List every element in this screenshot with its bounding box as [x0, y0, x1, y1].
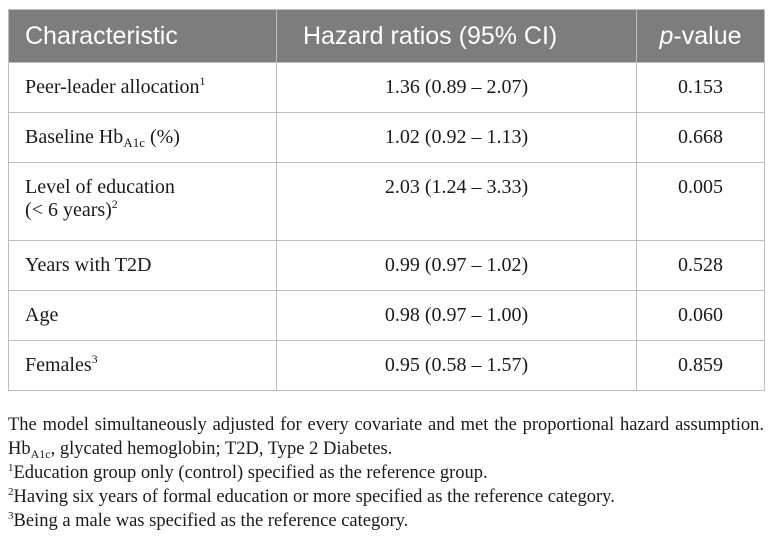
- row-hazard-ratio: 1.36 (0.89 – 2.07): [277, 63, 637, 113]
- table-footnotes: [8, 413, 764, 533]
- row-p-value: 0.005: [637, 163, 765, 241]
- row-p-value: 0.153: [637, 63, 765, 113]
- row-p-value: 0.668: [637, 113, 765, 163]
- row-characteristic: [9, 113, 277, 163]
- subscript: A1c: [30, 447, 51, 461]
- footnote-mark: 1: [8, 462, 14, 474]
- row-hazard-ratio: 0.99 (0.97 – 1.02): [277, 241, 637, 291]
- row-characteristic: [9, 63, 277, 113]
- row-label: Level of education: [25, 176, 175, 198]
- table-row: [9, 341, 765, 391]
- row-p-value: 0.859: [637, 341, 765, 391]
- table-row: [9, 163, 765, 241]
- table-row: [9, 63, 765, 113]
- footnote-1: $^1$Education group only (control) specified as the reference group.: [8, 462, 488, 483]
- row-hazard-ratio: 1.02 (0.92 – 1.13): [277, 113, 637, 163]
- footnote-3: $^3$Being a male was specified as the reference category.: [8, 510, 409, 531]
- footnote-mark: 1: [199, 74, 206, 88]
- table-note: The model simultaneously adjusted for every covariate and met the proportional hazard assumption. $Hb_{A1c}$, glycated hemoglobin; T2D, Type 2 Diabetes.: [8, 415, 764, 461]
- row-label: Females: [25, 354, 92, 376]
- row-characteristic: Age: [9, 291, 277, 341]
- row-characteristic: [9, 163, 277, 241]
- footnote-mark: 2: [8, 486, 14, 498]
- row-label: Peer-leader allocation: [25, 76, 200, 98]
- header-p-suffix: -value: [673, 21, 742, 50]
- row-characteristic: Years with T2D: [9, 241, 277, 291]
- footnote-mark: 2: [111, 197, 118, 211]
- footnote-mark: 3: [91, 352, 98, 366]
- table-row: [9, 241, 765, 291]
- footnote-mark: 3: [8, 510, 14, 522]
- header-p-italic: p: [659, 21, 674, 50]
- row-label: Baseline Hb: [25, 126, 124, 148]
- header-hazard-ratios: Hazard ratios (95% CI): [277, 10, 637, 63]
- hazard-ratio-table: [8, 9, 765, 391]
- header-p-value: [637, 10, 765, 63]
- row-hazard-ratio: 0.95 (0.58 – 1.57): [277, 341, 637, 391]
- row-p-value: 0.528: [637, 241, 765, 291]
- results-table-container: [8, 9, 764, 391]
- table-row: [9, 113, 765, 163]
- table-row: [9, 291, 765, 341]
- row-p-value: 0.060: [637, 291, 765, 341]
- row-label-line2: (< 6 years): [25, 199, 112, 221]
- row-label-suffix: (%): [144, 126, 180, 148]
- table-header-row: [9, 10, 765, 63]
- subscript: A1c: [123, 135, 145, 150]
- footnote-2: $^2$Having six years of formal education or more specified as the reference category.: [8, 486, 615, 507]
- row-hazard-ratio: 2.03 (1.24 – 3.33): [277, 163, 637, 241]
- header-characteristic: Characteristic: [9, 10, 277, 63]
- row-characteristic: [9, 341, 277, 391]
- row-hazard-ratio: 0.98 (0.97 – 1.00): [277, 291, 637, 341]
